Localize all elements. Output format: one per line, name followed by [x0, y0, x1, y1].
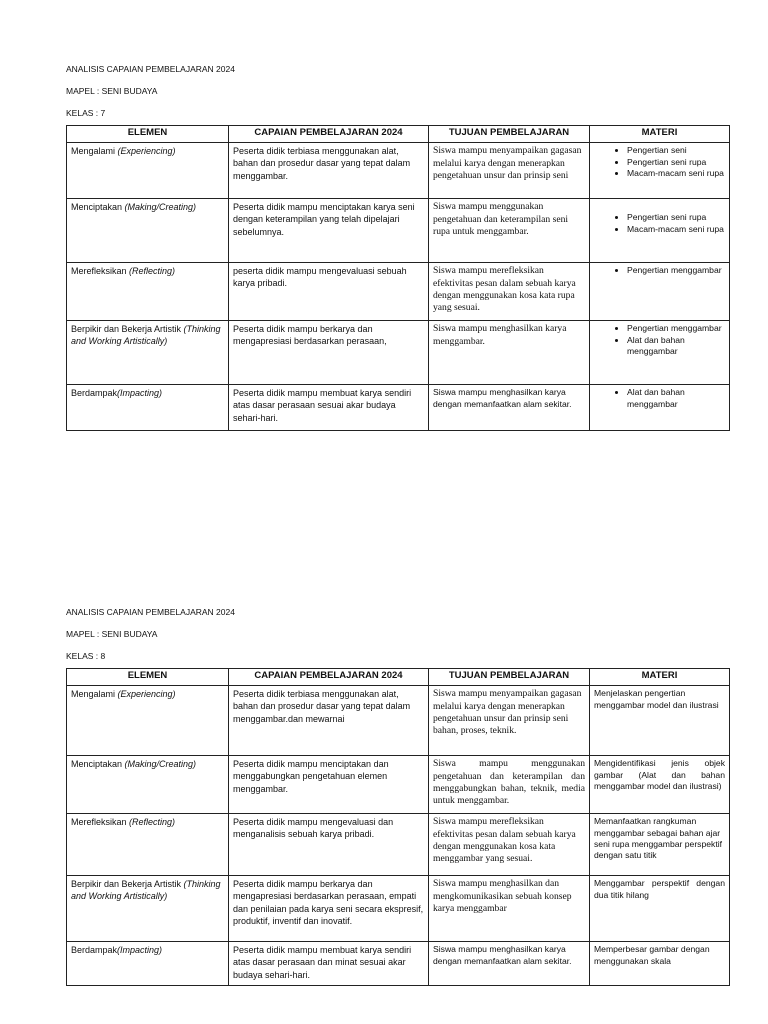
capaian-cell: Peserta didik mampu membuat karya sendiri atas dasar perasaan dan minat sesuai akar budaya sehari-hari.	[229, 942, 429, 986]
analysis-table	[66, 125, 730, 431]
materi-cell: Mengidentifikasi jenis objek gambar (Alat dan bahan menggambar model dan ilustrasi)	[590, 756, 730, 814]
header-elemen: ELEMEN	[67, 126, 229, 143]
table-row	[67, 321, 730, 385]
tujuan-cell: Siswa mampu menyampaikan gagasan melalui karya dengan menerapkan pengetahuan unsur dan prinsip seni bahan, proses, teknik.	[429, 686, 590, 756]
table-row	[67, 686, 730, 756]
list-item: • Macam-macam seni rupa	[627, 168, 725, 179]
table-row	[67, 876, 730, 942]
list-item: • Alat dan bahan menggambar	[627, 387, 725, 410]
analysis-table	[66, 668, 730, 986]
capaian-cell: Peserta didik mampu berkarya dan mengapresiasi berdasarkan perasaan, empati dan penilaian pada karya seni secara ekspresif, produktif, inventif dan inovatif.	[229, 876, 429, 942]
table-row	[67, 385, 730, 431]
tujuan-cell: Siswa mampu menyampaikan gagasan melalui karya dengan menerapkan pengetahuan unsur dan prinsip seni	[429, 143, 590, 199]
header-tujuan: TUJUAN PEMBELAJARAN	[429, 669, 590, 686]
mapel-line: MAPEL : SENI BUDAYA	[66, 629, 158, 639]
list-item: • Pengertian seni rupa	[627, 212, 725, 223]
table-row	[67, 942, 730, 986]
materi-list	[594, 145, 725, 179]
list-item: • Pengertian seni rupa	[627, 157, 725, 168]
capaian-cell: Peserta didik mampu menciptakan karya seni dengan keterampilan yang telah dipelajari sebelumnya.	[229, 199, 429, 263]
tujuan-cell: Siswa mampu menggunakan pengetahuan dan keterampilan dan menggabungkan bahan, teknik, media untuk menggambar.	[429, 756, 590, 814]
table-header-row	[67, 669, 730, 686]
elemen-cell: Berdampak(Impacting)	[67, 942, 229, 986]
materi-cell	[590, 263, 730, 321]
materi-cell	[590, 385, 730, 431]
tujuan-cell: Siswa mampu menghasilkan karya dengan memanfaatkan alam sekitar.	[429, 942, 590, 986]
capaian-cell: Peserta didik mampu menciptakan dan menggabungkan pengetahuan elemen menggambar.	[229, 756, 429, 814]
table-row	[67, 756, 730, 814]
materi-cell	[590, 321, 730, 385]
header-capaian: CAPAIAN PEMBELAJARAN 2024	[229, 669, 429, 686]
elemen-cell: Merefleksikan (Reflecting)	[67, 814, 229, 876]
tujuan-cell: Siswa mampu menghasilkan karya menggambar.	[429, 321, 590, 385]
header-tujuan: TUJUAN PEMBELAJARAN	[429, 126, 590, 143]
materi-cell: Menggambar perspektif dengan dua titik hilang	[590, 876, 730, 942]
materi-list	[594, 212, 725, 235]
elemen-cell: Menciptakan (Making/Creating)	[67, 199, 229, 263]
capaian-cell: Peserta didik mampu berkarya dan mengapresiasi berdasarkan perasaan,	[229, 321, 429, 385]
table-row	[67, 143, 730, 199]
capaian-cell: Peserta didik mampu membuat karya sendiri atas dasar perasaan sesuai akar budaya sehari-hari.	[229, 385, 429, 431]
doc-title: ANALISIS CAPAIAN PEMBELAJARAN 2024	[66, 607, 235, 617]
kelas-line: KELAS : 8	[66, 651, 106, 661]
materi-cell	[590, 199, 730, 263]
elemen-cell: Mengalami (Experiencing)	[67, 686, 229, 756]
table-row	[67, 199, 730, 263]
tujuan-cell: Siswa mampu merefleksikan efektivitas pesan dalam sebuah karya dengan menggunakan kosa kata rupa yang sesuai.	[429, 263, 590, 321]
list-item: • Alat dan bahan menggambar	[627, 335, 725, 358]
header-materi: MATERI	[590, 669, 730, 686]
header-elemen: ELEMEN	[67, 669, 229, 686]
capaian-cell: Peserta didik mampu mengevaluasi dan menganalisis sebuah karya pribadi.	[229, 814, 429, 876]
list-item: • Pengertian menggambar	[627, 265, 725, 276]
materi-cell	[590, 143, 730, 199]
capaian-cell: Peserta didik terbiasa menggunakan alat, bahan dan prosedur dasar yang tepat dalam menggambar.dan mewarnai	[229, 686, 429, 756]
materi-cell: Memanfaatkan rangkuman menggambar sebagai bahan ajar seni rupa menggambar perspektif dengan satu titik	[590, 814, 730, 876]
kelas-line: KELAS : 7	[66, 108, 106, 118]
materi-list	[594, 265, 725, 276]
elemen-cell: Berdampak(Impacting)	[67, 385, 229, 431]
capaian-cell: peserta didik mampu mengevaluasi sebuah karya pribadi.	[229, 263, 429, 321]
tujuan-cell: Siswa mampu menggunakan pengetahuan dan keterampilan seni rupa untuk menggambar.	[429, 199, 590, 263]
tujuan-cell: Siswa mampu menghasilkan dan mengkomunikasikan sebuah konsep karya menggambar	[429, 876, 590, 942]
header-capaian: CAPAIAN PEMBELAJARAN 2024	[229, 126, 429, 143]
materi-list	[594, 323, 725, 357]
elemen-cell: Mengalami (Experiencing)	[67, 143, 229, 199]
table-row	[67, 263, 730, 321]
capaian-cell: Peserta didik terbiasa menggunakan alat, bahan dan prosedur dasar yang tepat dalam menggambar.	[229, 143, 429, 199]
analysis-section-kelas-7	[66, 64, 729, 431]
doc-title: ANALISIS CAPAIAN PEMBELAJARAN 2024	[66, 64, 235, 74]
mapel-line: MAPEL : SENI BUDAYA	[66, 86, 158, 96]
elemen-cell: Berpikir dan Bekerja Artistik (Thinking and Working Artistically)	[67, 876, 229, 942]
tujuan-cell: Siswa mampu menghasilkan karya dengan memanfaatkan alam sekitar.	[429, 385, 590, 431]
list-item: • Macam-macam seni rupa	[627, 224, 725, 235]
elemen-cell: Menciptakan (Making/Creating)	[67, 756, 229, 814]
analysis-section-kelas-8	[66, 607, 729, 986]
elemen-cell: Merefleksikan (Reflecting)	[67, 263, 229, 321]
materi-list	[594, 387, 725, 410]
header-materi: MATERI	[590, 126, 730, 143]
materi-cell: Menjelaskan pengertian menggambar model dan ilustrasi	[590, 686, 730, 756]
table-header-row	[67, 126, 730, 143]
table-row	[67, 814, 730, 876]
list-item: • Pengertian menggambar	[627, 323, 725, 334]
materi-cell: Memperbesar gambar dengan menggunakan skala	[590, 942, 730, 986]
tujuan-cell: Siswa mampu merefleksikan efektivitas pesan dalam sebuah karya dengan menggunakan kosa kata menggambar yang sesuai.	[429, 814, 590, 876]
elemen-cell: Berpikir dan Bekerja Artistik (Thinking and Working Artistically)	[67, 321, 229, 385]
list-item: • Pengertian seni	[627, 145, 725, 156]
